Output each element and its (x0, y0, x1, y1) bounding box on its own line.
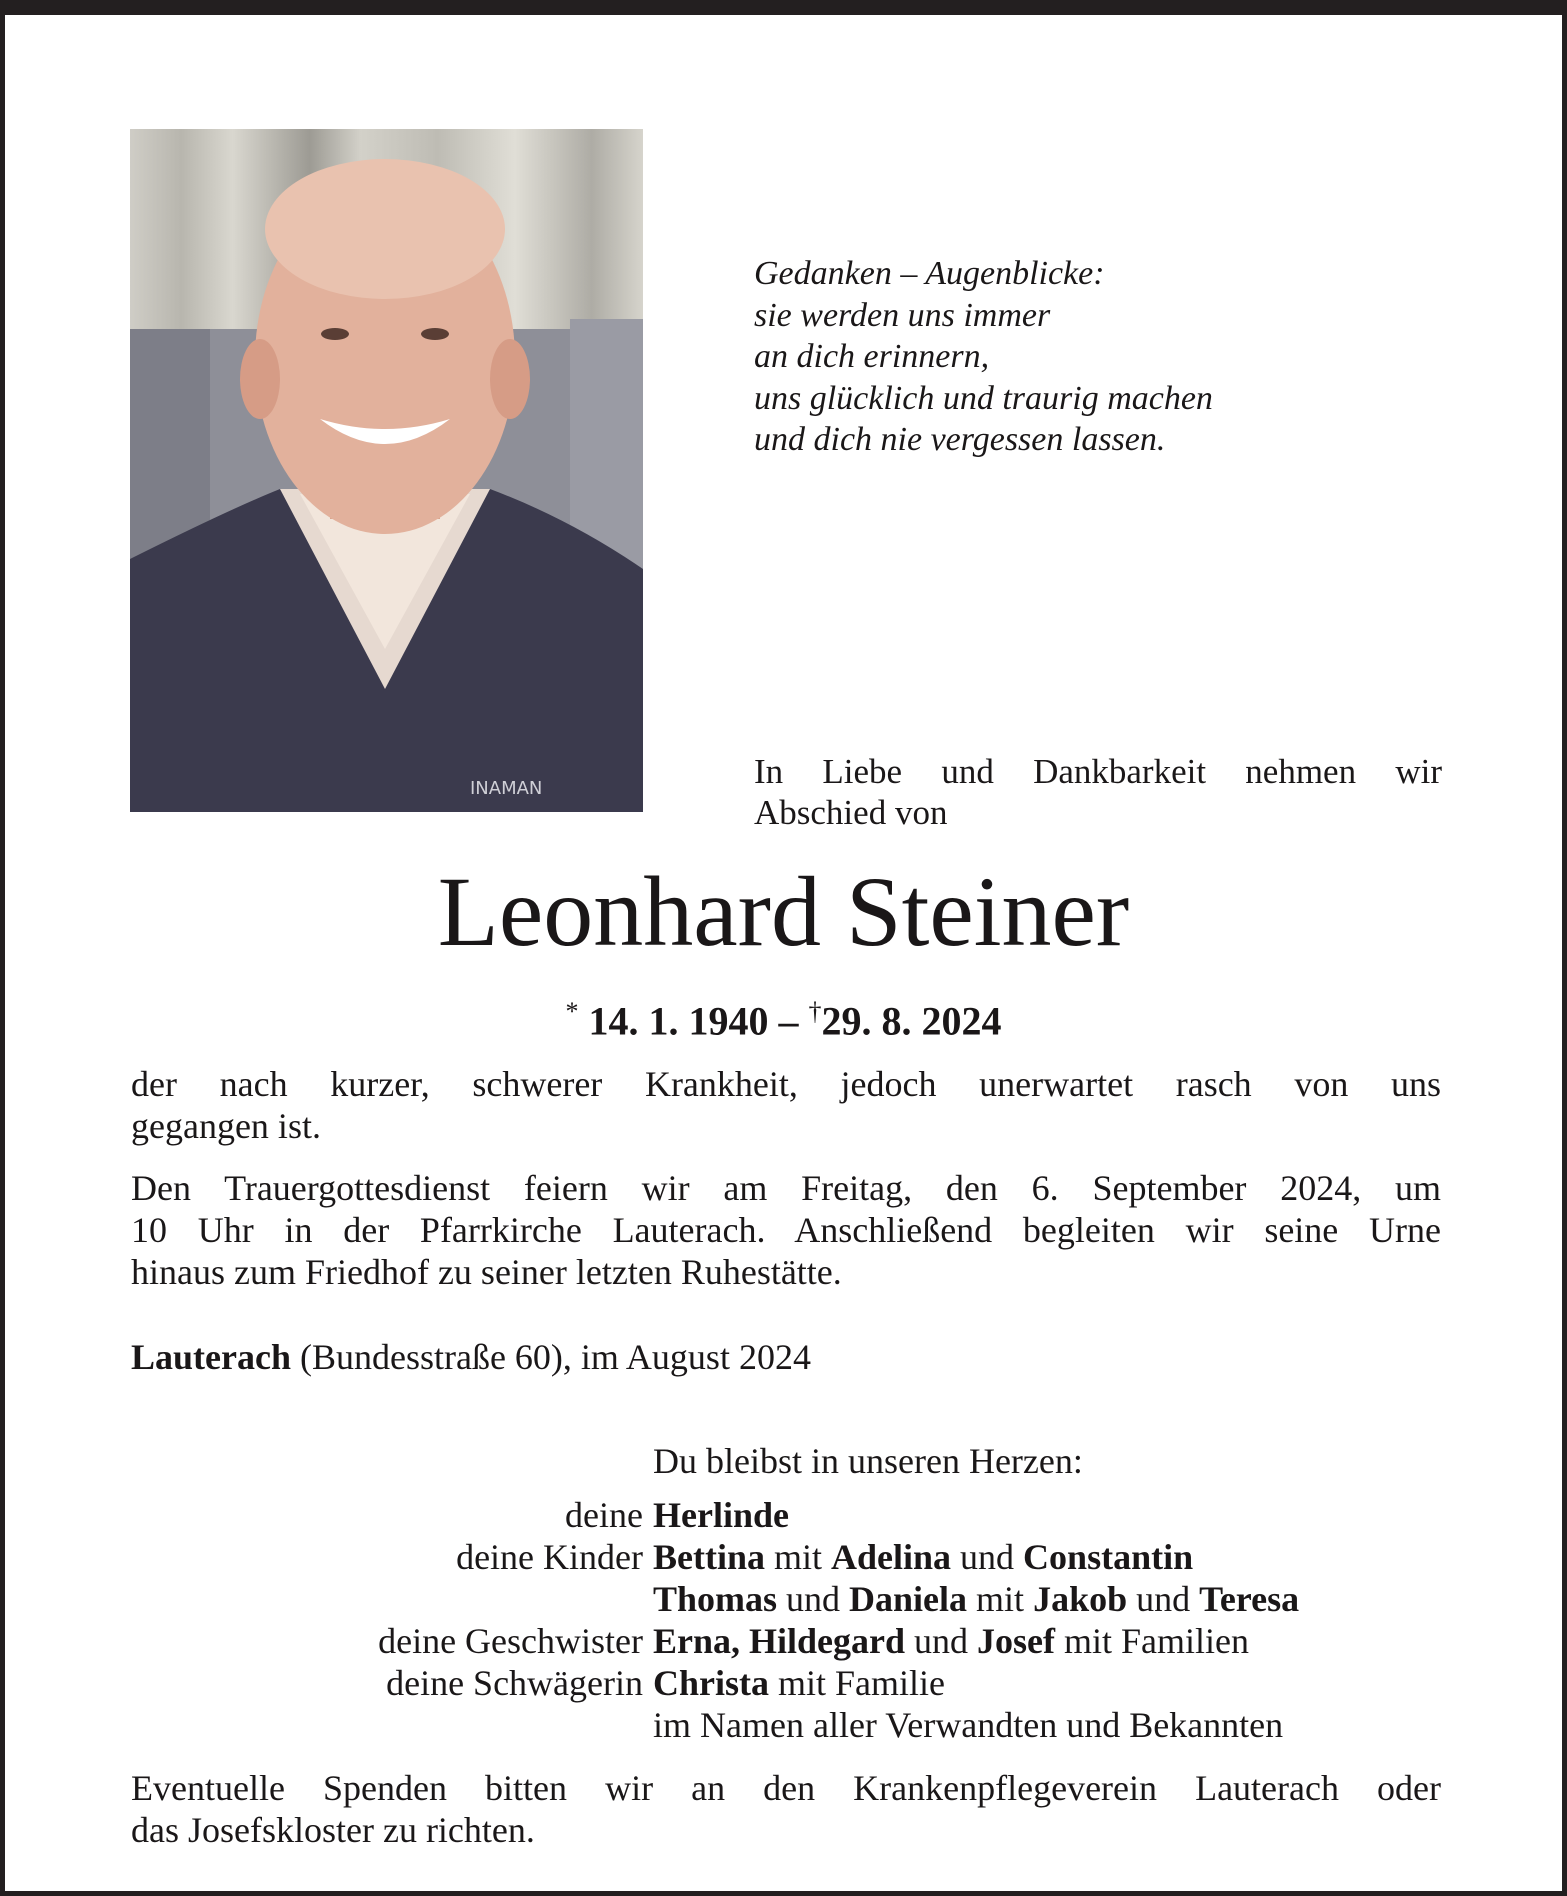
family-members (653, 1704, 1283, 1746)
family-row (131, 1662, 1451, 1704)
family-row (131, 1620, 1451, 1662)
family-heading: Du bleibst in unseren Herzen: (653, 1441, 1083, 1481)
family-member-name: Thomas (653, 1579, 778, 1619)
quote-line: sie werden uns immer (754, 296, 1051, 334)
family-members (653, 1620, 1249, 1662)
donation-line1: Eventuelle Spenden bitten wir an den Krankenpflegeverein Lauterach oder (131, 1768, 1441, 1808)
family-list (131, 1440, 1451, 1746)
family-connector: im Namen aller Verwandten und Bekannten (653, 1705, 1284, 1745)
family-members (653, 1578, 1299, 1620)
quote-line: Gedanken – Augenblicke: (754, 255, 1105, 292)
family-row (131, 1704, 1451, 1746)
quote-line: uns glücklich und traurig machen (754, 379, 1213, 417)
svg-text:INAMAN: INAMAN (470, 778, 543, 799)
family-member-name: Bettina (653, 1537, 765, 1577)
life-dates (5, 997, 1562, 1044)
birth-date: 14. 1. 1940 (588, 998, 769, 1044)
family-connector: mit (967, 1579, 1034, 1619)
para2-line1: Den Trauergottesdienst feiern wir am Freitag, den 6. September 2024, um (131, 1168, 1441, 1208)
family-members (653, 1662, 945, 1704)
quote-line: und dich nie vergessen lassen. (754, 421, 1166, 458)
birth-symbol: * (565, 997, 579, 1026)
family-member-name: Josef (977, 1621, 1056, 1661)
family-member-name: Herlinde (653, 1495, 789, 1535)
para2-line3: hinaus zum Friedhof zu seiner letzten Ruhestätte. (131, 1252, 842, 1292)
family-member-name: Erna, Hildegard (653, 1621, 906, 1661)
death-date: 29. 8. 2024 (821, 998, 1002, 1044)
intro-line-1: In Liebe und Dankbarkeit nehmen wir (754, 752, 1442, 791)
family-relation (131, 1578, 653, 1620)
family-member-name: Christa (653, 1663, 769, 1703)
donation-line2: das Josefskloster zu richten. (131, 1810, 535, 1850)
family-member-name: Adelina (831, 1537, 952, 1577)
family-relation: deine Kinder (456, 1537, 643, 1577)
family-connector: und (1127, 1579, 1200, 1619)
family-member-name: Jakob (1033, 1579, 1128, 1619)
family-connector: mit (765, 1537, 832, 1577)
deceased-name: Leonhard Steiner (437, 856, 1130, 967)
family-row (131, 1536, 1451, 1578)
portrait-photo (130, 129, 643, 812)
family-member-name: Teresa (1199, 1579, 1300, 1619)
family-connector: und (951, 1537, 1024, 1577)
family-member-name: Constantin (1023, 1537, 1194, 1577)
place-date-line (131, 1336, 1441, 1378)
intro-line-2: Abschied von (754, 793, 948, 832)
family-members (653, 1536, 1193, 1578)
date-separator: – (778, 998, 799, 1044)
family-row (131, 1578, 1451, 1620)
para2-line2: 10 Uhr in der Pfarrkirche Lauterach. Anschließend begleiten wir seine Urne (131, 1210, 1441, 1250)
obituary-page (5, 15, 1562, 1891)
quote-line: an dich erinnern, (754, 338, 990, 375)
place-detail: (Bundesstraße 60), im August 2024 (290, 1337, 811, 1377)
family-relation: deine Geschwister (378, 1621, 643, 1661)
death-symbol: † (808, 997, 822, 1026)
family-members (653, 1494, 789, 1536)
family-connector: mit Familie (769, 1663, 945, 1703)
place-name: Lauterach (131, 1337, 291, 1377)
para1-line1: der nach kurzer, schwerer Krankheit, jedoch unerwartet rasch von uns (131, 1064, 1441, 1104)
family-member-name: Daniela (849, 1579, 968, 1619)
memorial-quote (754, 253, 1213, 461)
family-connector: mit Familien (1055, 1621, 1250, 1661)
family-relation: deine (565, 1495, 643, 1535)
para1-line2: gegangen ist. (131, 1106, 321, 1146)
family-relation: deine Schwägerin (386, 1663, 643, 1703)
family-row (131, 1494, 1451, 1536)
family-connector: und (777, 1579, 850, 1619)
family-relation (131, 1704, 653, 1746)
family-connector: und (905, 1621, 978, 1661)
